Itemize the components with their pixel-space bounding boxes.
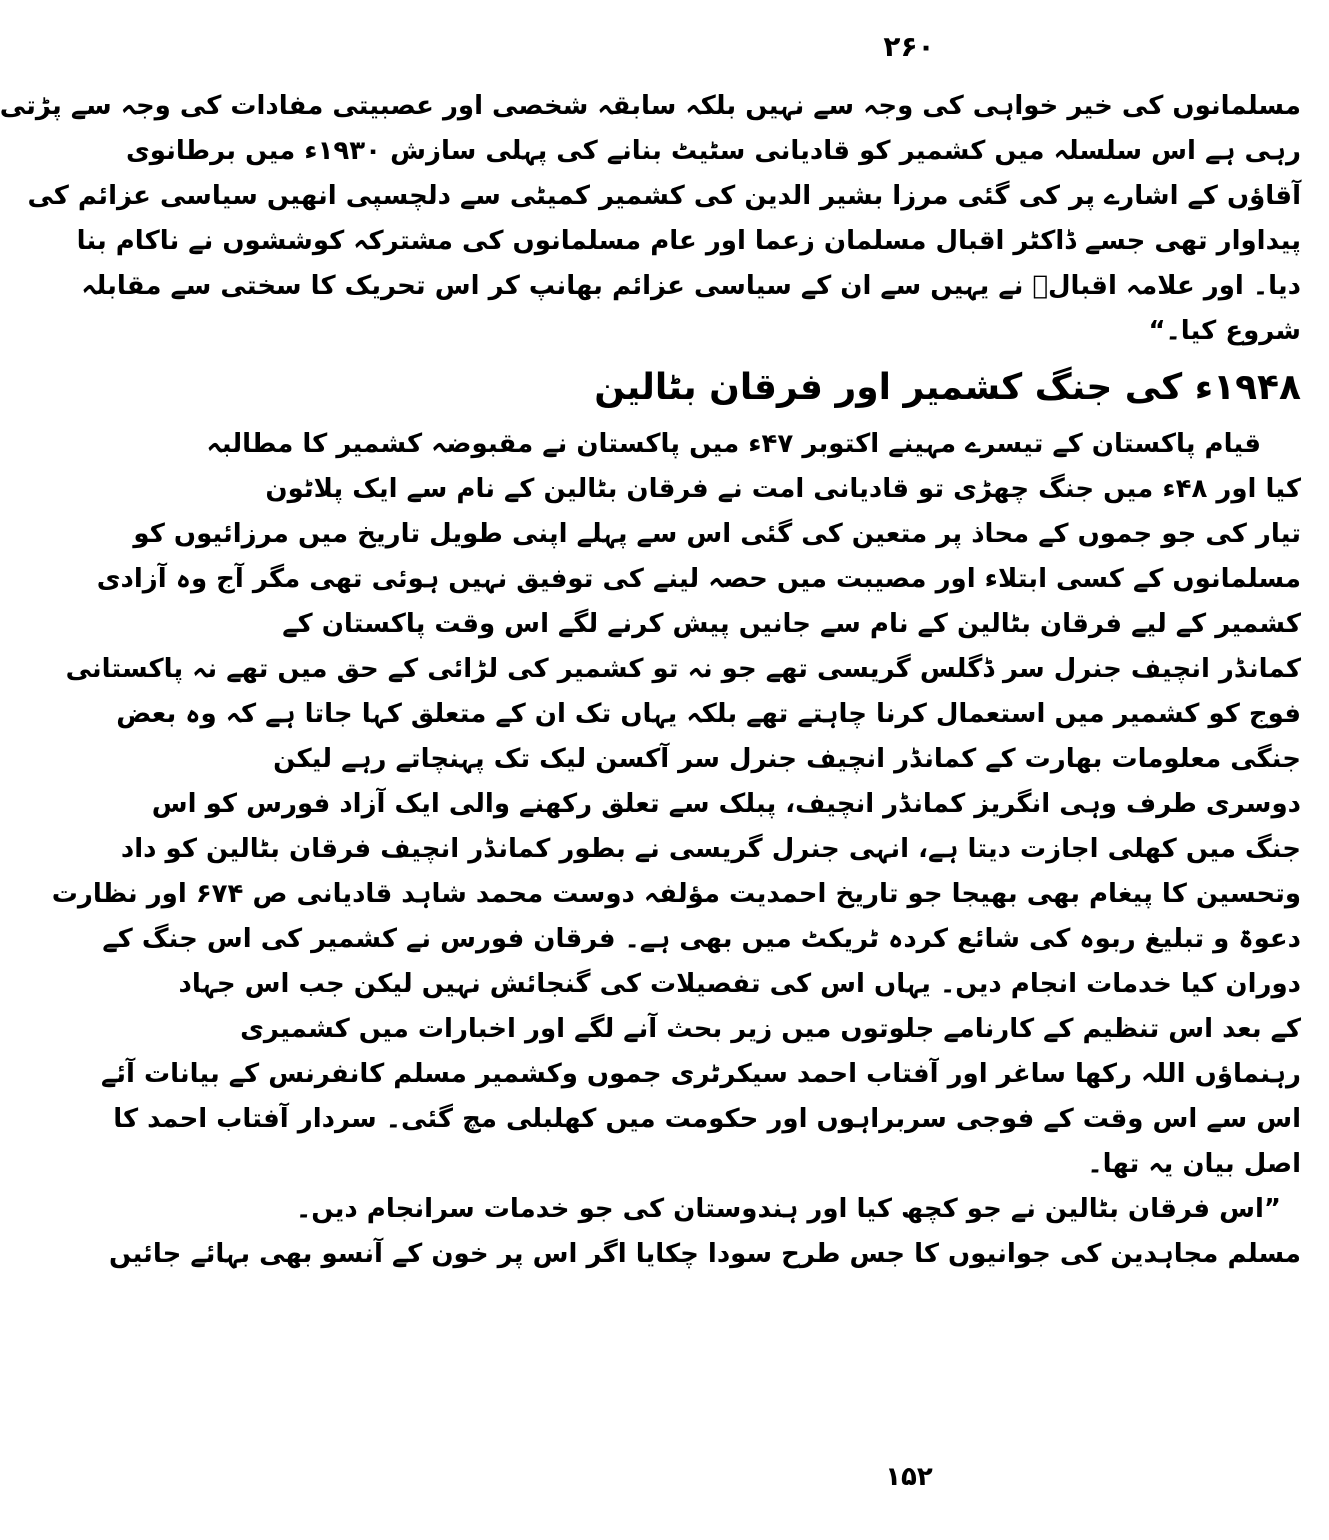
text-line: آقاؤں کے اشارے پر کی گئی مرزا بشیر الدین کی کشمیر کمیٹی سے دلچسپی انھیں سیاسی عزائم کی (27, 181, 1301, 211)
text-line: اس سے اس وقت کے فوجی سربراہوں اور حکومت میں کھلبلی مچ گئی۔ سردار آفتاب احمد کا (113, 1104, 1301, 1134)
text-line: دوسری طرف وہی انگریز کمانڈر انچیف، پبلک سے تعلق رکھنے والی ایک آزاد فورس کو اس (151, 789, 1301, 819)
bottom-page-number: ۱۵۲ (885, 1462, 933, 1492)
text-line: رہی ہے اس سلسلہ میں کشمیر کو قادیانی سٹیٹ بنانے کی پہلی سازش ۱۹۳۰ء میں برطانوی (125, 136, 1301, 166)
text-line: قیام پاکستان کے تیسرے مہینے اکتوبر ۴۷ء میں پاکستان نے مقبوضہ کشمیر کا مطالبہ (206, 429, 1261, 459)
text-line: دعوۃ و تبلیغ ربوہ کی شائع کردہ ٹریکٹ میں بھی ہے۔ فرقان فورس نے کشمیر کی اس جنگ کے (102, 924, 1301, 954)
text-line: دیا۔ اور علامہ اقبالؒ نے یہیں سے ان کے سیاسی عزائم بھانپ کر اس تحریک کا سختی سے مقابلہ (81, 271, 1301, 301)
paragraph-main (51, 422, 1301, 1187)
page-body (0, 84, 1301, 1277)
text-line: کشمیر کے لیے فرقان بٹالین کے نام سے جانیں پیش کرنے لگے اس وقت پاکستان کے (282, 609, 1301, 639)
text-line: جنگی معلومات بھارت کے کمانڈر انچیف جنرل سر آکسن لیک تک پہنچاتے رہے لیکن (273, 744, 1301, 774)
text-line: جنگ میں کھلی اجازت دیتا ہے، انہی جنرل گریسی نے بطور کمانڈر انچیف فرقان بٹالین کو داد (120, 834, 1301, 864)
text-line: کیا اور ۴۸ء میں جنگ چھڑی تو قادیانی امت نے فرقان بٹالین کے نام سے ایک پلاٹون (265, 474, 1301, 504)
quote-line: ”اس فرقان بٹالین نے جو کچھ کیا اور ہندوستان کی جو خدمات سرانجام دیں۔ (295, 1194, 1281, 1224)
paragraph-intro (0, 84, 1301, 354)
text-line: وتحسین کا پیغام بھی بھیجا جو تاریخ احمدیت مؤلفہ دوست محمد شاہد قادیانی ص ۶۷۴ اور نظارت (51, 879, 1301, 909)
text-line: دوران کیا خدمات انجام دیں۔ یہاں اس کی تفصیلات کی گنجائش نہیں لیکن جب اس جہاد (178, 969, 1301, 999)
text-line: مسلمانوں کی خیر خواہی کی وجہ سے نہیں بلکہ سابقہ شخصی اور عصبیتی مفادات کی وجہ سے پڑتی (0, 91, 1301, 121)
text-line: فوج کو کشمیر میں استعمال کرنا چاہتے تھے بلکہ یہاں تک ان کے متعلق کہا جاتا ہے کہ وہ بعض (116, 699, 1301, 729)
text-line: شروع کیا۔“ (1148, 316, 1301, 346)
text-line: مسلمانوں کے کسی ابتلاء اور مصیبت میں حصہ لینے کی توفیق نہیں ہوئی تھی مگر آج وہ آزادی (96, 564, 1301, 594)
text-line: اصل بیان یہ تھا۔ (1087, 1149, 1301, 1179)
block-quote (109, 1187, 1301, 1277)
text-line: رہنماؤں اللہ رکھا ساغر اور آفتاب احمد سیکرٹری جموں وکشمیر مسلم کانفرنس کے بیانات آئے (101, 1059, 1301, 1089)
text-line: تیار کی جو جموں کے محاذ پر متعین کی گئی اس سے پہلے اپنی طویل تاریخ میں مرزائیوں کو (133, 519, 1301, 549)
text-line: کمانڈر انچیف جنرل سر ڈگلس گریسی تھے جو نہ تو کشمیر کی لڑائی کے حق میں تھے نہ پاکستانی (65, 654, 1301, 684)
quote-line: مسلم مجاہدین کی جوانیوں کا جس طرح سودا چکایا اگر اس پر خون کے آنسو بھی بہائے جائیں (109, 1239, 1301, 1269)
text-line: کے بعد اس تنظیم کے کارنامے جلوتوں میں زیر بحث آنے لگے اور اخبارات میں کشمیری (240, 1014, 1301, 1044)
section-heading: ۱۹۴۸ء کی جنگ کشمیر اور فرقان بٹالین (594, 367, 1301, 408)
top-page-number: ۲۶۰ (883, 30, 935, 63)
text-line: پیداوار تھی جسے ڈاکٹر اقبال مسلمان زعما اور عام مسلمانوں کی مشترکہ کوششوں نے ناکام بنا (76, 226, 1301, 256)
